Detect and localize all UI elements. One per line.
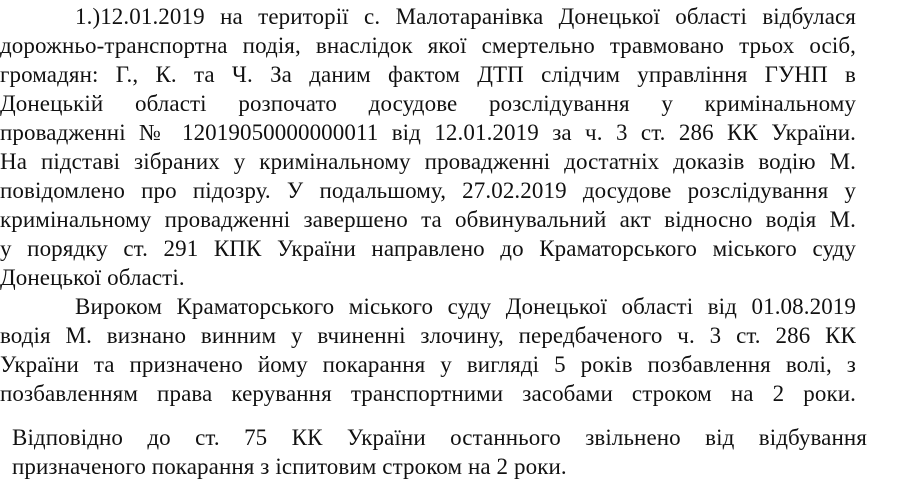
paragraph-2-line-3: України та призначено йому покарання у вигляді 5 років позбавлення волі, з (0, 352, 856, 377)
paragraph-1-line-8: кримінальному провадженні завершено та обвинувальний акт відносно водія М. (0, 207, 856, 232)
paragraph-2-line-4: позбавленням права керування транспортними засобами строком на 2 роки. (0, 381, 856, 406)
paragraph-1-line-10: Донецької області. (0, 265, 185, 290)
paragraph-1-line-5: провадженні № 12019050000000011 від 12.01.2019 за ч. 3 ст. 286 КК України. (0, 120, 856, 145)
paragraph-1-line-4: Донецькій області розпочато досудове розслідування у кримінальному (0, 91, 856, 116)
paragraph-2-line-2: водія М. визнано винним у вчиненні злочину, передбаченого ч. 3 ст. 286 КК (0, 323, 856, 348)
paragraph-3-line-1: Відповідно до ст. 75 КК України останнього звільнено від відбування (12, 425, 867, 450)
paragraph-1-line-9: у порядку ст. 291 КПК України направлено до Краматорського міського суду (0, 236, 856, 261)
paragraph-1-line-2: дорожньо-транспортна подія, внаслідок якої смертельно травмовано трьох осіб, (0, 33, 856, 58)
paragraph-2-line-1: Вироком Краматорського міського суду Донецької області від 01.08.2019 (75, 294, 856, 319)
paragraph-1-line-7: повідомлено про підозру. У подальшому, 27.02.2019 досудове розслідування у (0, 178, 856, 203)
paragraph-1-line-1: 1.)12.01.2019 на території с. Малотаранівка Донецької області відбулася (75, 4, 856, 29)
paragraph-3-line-2: призначеного покарання з іспитовим строком на 2 роки. (12, 454, 567, 479)
paragraph-1-line-6: На підставі зібраних у кримінальному провадженні достатніх доказів водію М. (0, 149, 856, 174)
paragraph-1-line-3: громадян: Г., К. та Ч. За даним фактом ДТП слідчим управління ГУНП в (0, 62, 856, 87)
